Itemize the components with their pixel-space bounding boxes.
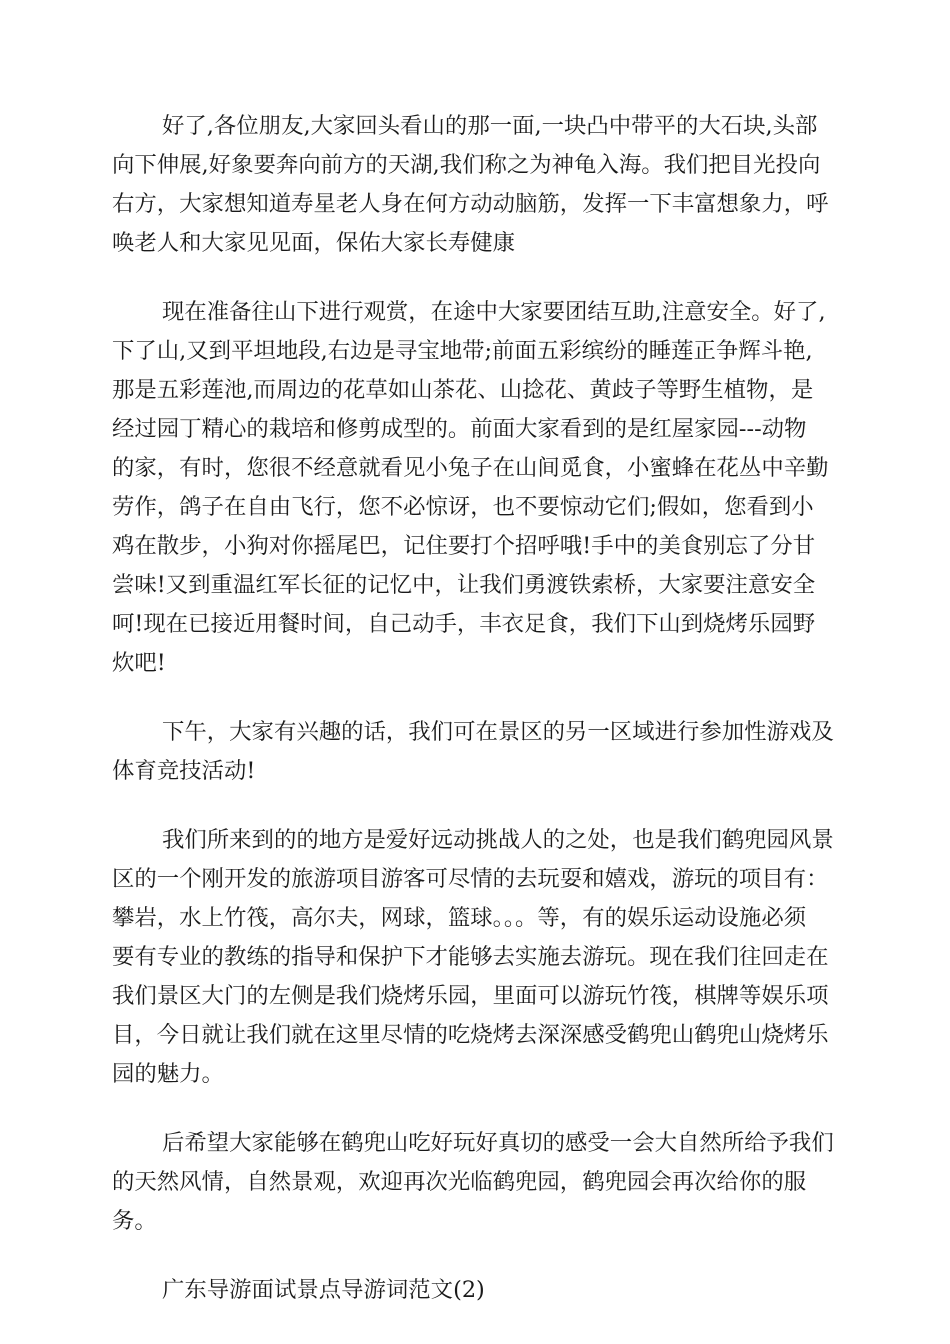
paragraph-line: 尝味!又到重温红军长征的记忆中，让我们勇渡铁索桥，大家要注意安全 xyxy=(112,572,816,598)
paragraph-line: 我们所来到的的地方是爱好远动挑战人的之处，也是我们鹤兜园风景 xyxy=(162,827,834,853)
paragraph xyxy=(112,713,836,791)
paragraph-line: 区的一个刚开发的旅游项目游客可尽情的去玩耍和嬉戏，游玩的项目有： xyxy=(112,866,829,892)
paragraph-line: 的天然风情，自然景观，欢迎再次光临鹤兜园，鹤兜园会再次给你的服 xyxy=(112,1169,807,1195)
paragraph-line: 的家，有时，您很不经意就看见小兔子在山间觅食，小蜜蜂在花丛中辛勤 xyxy=(112,455,829,481)
paragraph-line: 务。 xyxy=(112,1208,157,1234)
paragraph xyxy=(112,821,836,1094)
paragraph-line: 唤老人和大家见见面，保佑大家长寿健康 xyxy=(112,230,516,256)
paragraph-line: 呵!现在已接近用餐时间，自己动手，丰衣足食，我们下山到烧烤乐园野 xyxy=(112,611,816,637)
paragraph-line: 炊吧! xyxy=(112,650,166,676)
paragraph-line: 目，今日就让我们就在这里尽情的吃烧烤去深深感受鹤兜山鹤兜山烧烤乐 xyxy=(112,1022,829,1048)
paragraph xyxy=(112,107,836,263)
paragraph-line: 下午，大家有兴趣的话，我们可在景区的另一区域进行参加性游戏及 xyxy=(162,719,834,745)
paragraph-line: 要有专业的教练的指导和保护下才能够去实施去游玩。现在我们往回走在 xyxy=(112,944,829,970)
paragraph-line: 攀岩，水上竹筏，高尔夫，网球，篮球。。。等，有的娱乐运动设施必须 xyxy=(112,905,807,931)
paragraph-line: 我们景区大门的左侧是我们烧烤乐园，里面可以游玩竹筏，棋牌等娱乐项 xyxy=(112,983,829,1009)
paragraph-line: 体育竞技活动! xyxy=(112,758,256,784)
paragraph-line: 后希望大家能够在鹤兜山吃好玩好真切的感受一会大自然所给予我们 xyxy=(162,1130,834,1156)
paragraph-list xyxy=(112,107,836,1241)
section-heading: 广东导游面试景点导游词范文(2) xyxy=(162,1277,485,1303)
paragraph-line: 经过园丁精心的栽培和修剪成型的。前面大家看到的是红屋家园---动物 xyxy=(112,416,807,442)
paragraph-line: 现在准备往山下进行观赏，在途中大家要团结互助,注意安全。好了, xyxy=(162,299,826,325)
paragraph-line: 劳作，鸽子在自由飞行，您不必惊讶，也不要惊动它们;假如，您看到小 xyxy=(112,494,814,520)
paragraph-line: 好了,各位朋友,大家回头看山的那一面,一块凸中带平的大石块,头部 xyxy=(162,113,818,139)
paragraph-line: 鸡在散步，小狗对你摇尾巴，记住要打个招呼哦!手中的美食别忘了分甘 xyxy=(112,533,816,559)
paragraph-line: 下了山,又到平坦地段,右边是寻宝地带;前面五彩缤纷的睡莲正争辉斗艳, xyxy=(112,338,813,364)
paragraph xyxy=(112,293,836,683)
paragraph xyxy=(112,1124,836,1241)
paragraph-line: 右方，大家想知道寿星老人身在何方动动脑筋，发挥一下丰富想象力，呼 xyxy=(112,191,829,217)
paragraph-line: 向下伸展,好象要奔向前方的天湖,我们称之为神龟入海。我们把目光投向 xyxy=(112,152,821,178)
paragraph-line: 那是五彩莲池,而周边的花草如山茶花、山捻花、黄歧子等野生植物，是 xyxy=(112,377,814,403)
paragraph-line: 园的魅力。 xyxy=(112,1061,224,1087)
document-body xyxy=(112,107,836,1310)
